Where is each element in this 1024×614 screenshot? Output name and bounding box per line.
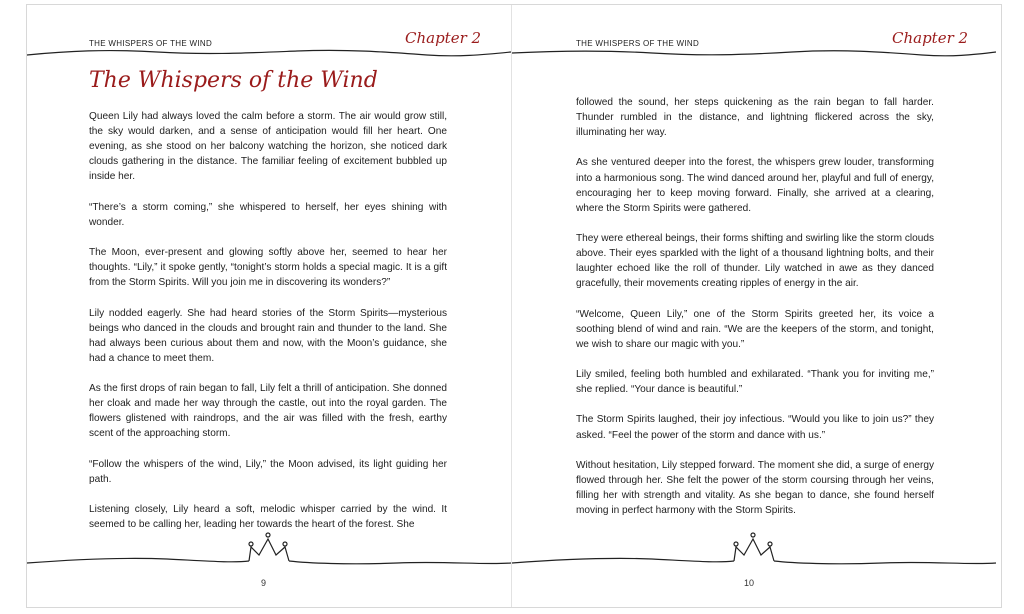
right-body-text: [576, 95, 934, 533]
crown-footer-ornament: [27, 519, 511, 569]
wavy-header-line: [512, 43, 996, 63]
paragraph: Lily smiled, feeling both humbled and exhilarated. “Thank you for inviting me,” she replied. “Your dance is beautiful.”: [576, 369, 934, 396]
chapter-label: Chapter 2: [405, 29, 482, 47]
crown-icon: [734, 533, 774, 561]
running-header: THE WHISPERS OF THE WIND: [89, 39, 213, 48]
paragraph: They were ethereal beings, their forms shifting and swirling like the storm clouds above. Their eyes sparkled with the light of a thousand lightning bolts, and their laughter echoed like the roll of thunder. Lily watched in awe as they danced gracefully, their movements creating ripples of energy in the air.: [576, 233, 934, 290]
paragraph: “Welcome, Queen Lily,” one of the Storm Spirits greeted her, its voice a soothing blend of wind and rain. “We are the keepers of the storm, and tonight, we wish to share our magic with you.”: [576, 308, 934, 350]
crown-footer-ornament: [512, 519, 996, 569]
right-page: [512, 5, 996, 607]
page-number: 9: [261, 578, 267, 588]
chapter-label: Chapter 2: [892, 29, 969, 47]
running-header: THE WHISPERS OF THE WIND: [576, 39, 700, 48]
left-page: [27, 5, 511, 607]
left-body-text: [89, 109, 447, 547]
paragraph: The Storm Spirits laughed, their joy infectious. “Would you like to join us?” they asked. “Feel the power of the storm and dance with us.”: [576, 414, 934, 441]
paragraph: The Moon, ever-present and glowing softly above her, seemed to hear her thoughts. “Lily,” it spoke gently, “tonight’s storm holds a special magic. It is a gift from the Storm Spirits. Will you join me in discovering its wonders?”: [89, 247, 447, 289]
wavy-header-line: [27, 43, 511, 63]
paragraph: As she ventured deeper into the forest, the whispers grew louder, transforming into a harmonious song. The wind danced around her, playful and full of energy, encouraging her to keep moving forward. Finally, she arrived at a clearing, where the Storm Spirits were gathered.: [576, 157, 934, 214]
paragraph: Queen Lily had always loved the calm before a storm. The air would grow still, the sky would darken, and a sense of anticipation would fill her heart. One evening, as she stood on her balcony watching the horizon, she noticed dark clouds gathering in the distance. The familiar feeling of excitement bubbled up inside her.: [89, 111, 447, 183]
paragraph: Without hesitation, Lily stepped forward. The moment she did, a surge of energy flowed through her. She felt the power of the storm coursing through her veins, filling her with strength and vitality. As she began to dance, she found herself moving in perfect harmony with the Storm Spirits.: [576, 459, 934, 517]
paragraph: followed the sound, her steps quickening as the rain began to fall harder. Thunder rumbled in the distance, and lightning flickered across the sky, illuminating her way.: [576, 97, 934, 139]
paragraph: “Follow the whispers of the wind, Lily,” the Moon advised, its light guiding her path.: [89, 458, 447, 485]
crown-icon: [249, 533, 289, 561]
page-number: 10: [744, 578, 755, 588]
chapter-title: The Whispers of the Wind: [89, 68, 378, 93]
paragraph: As the first drops of rain began to fall, Lily felt a thrill of anticipation. She donned her cloak and made her way through the castle, out into the royal garden. The flowers glistened with raindrops, and the air was filled with the fresh, earthy scent of the approaching storm.: [89, 383, 447, 440]
paragraph: Listening closely, Lily heard a soft, melodic whisper carried by the wind. It seemed to be calling her, leading her towards the heart of the forest. She: [89, 504, 447, 531]
paragraph: “There’s a storm coming,” she whispered to herself, her eyes shining with wonder.: [89, 201, 447, 228]
paragraph: Lily nodded eagerly. She had heard stories of the Storm Spirits—mysterious beings who danced in the clouds and brought rain and thunder to the land. She had always been curious about them and now, with the Moon’s guidance, she had a chance to meet them.: [89, 307, 447, 364]
book-spread: [26, 4, 1002, 608]
